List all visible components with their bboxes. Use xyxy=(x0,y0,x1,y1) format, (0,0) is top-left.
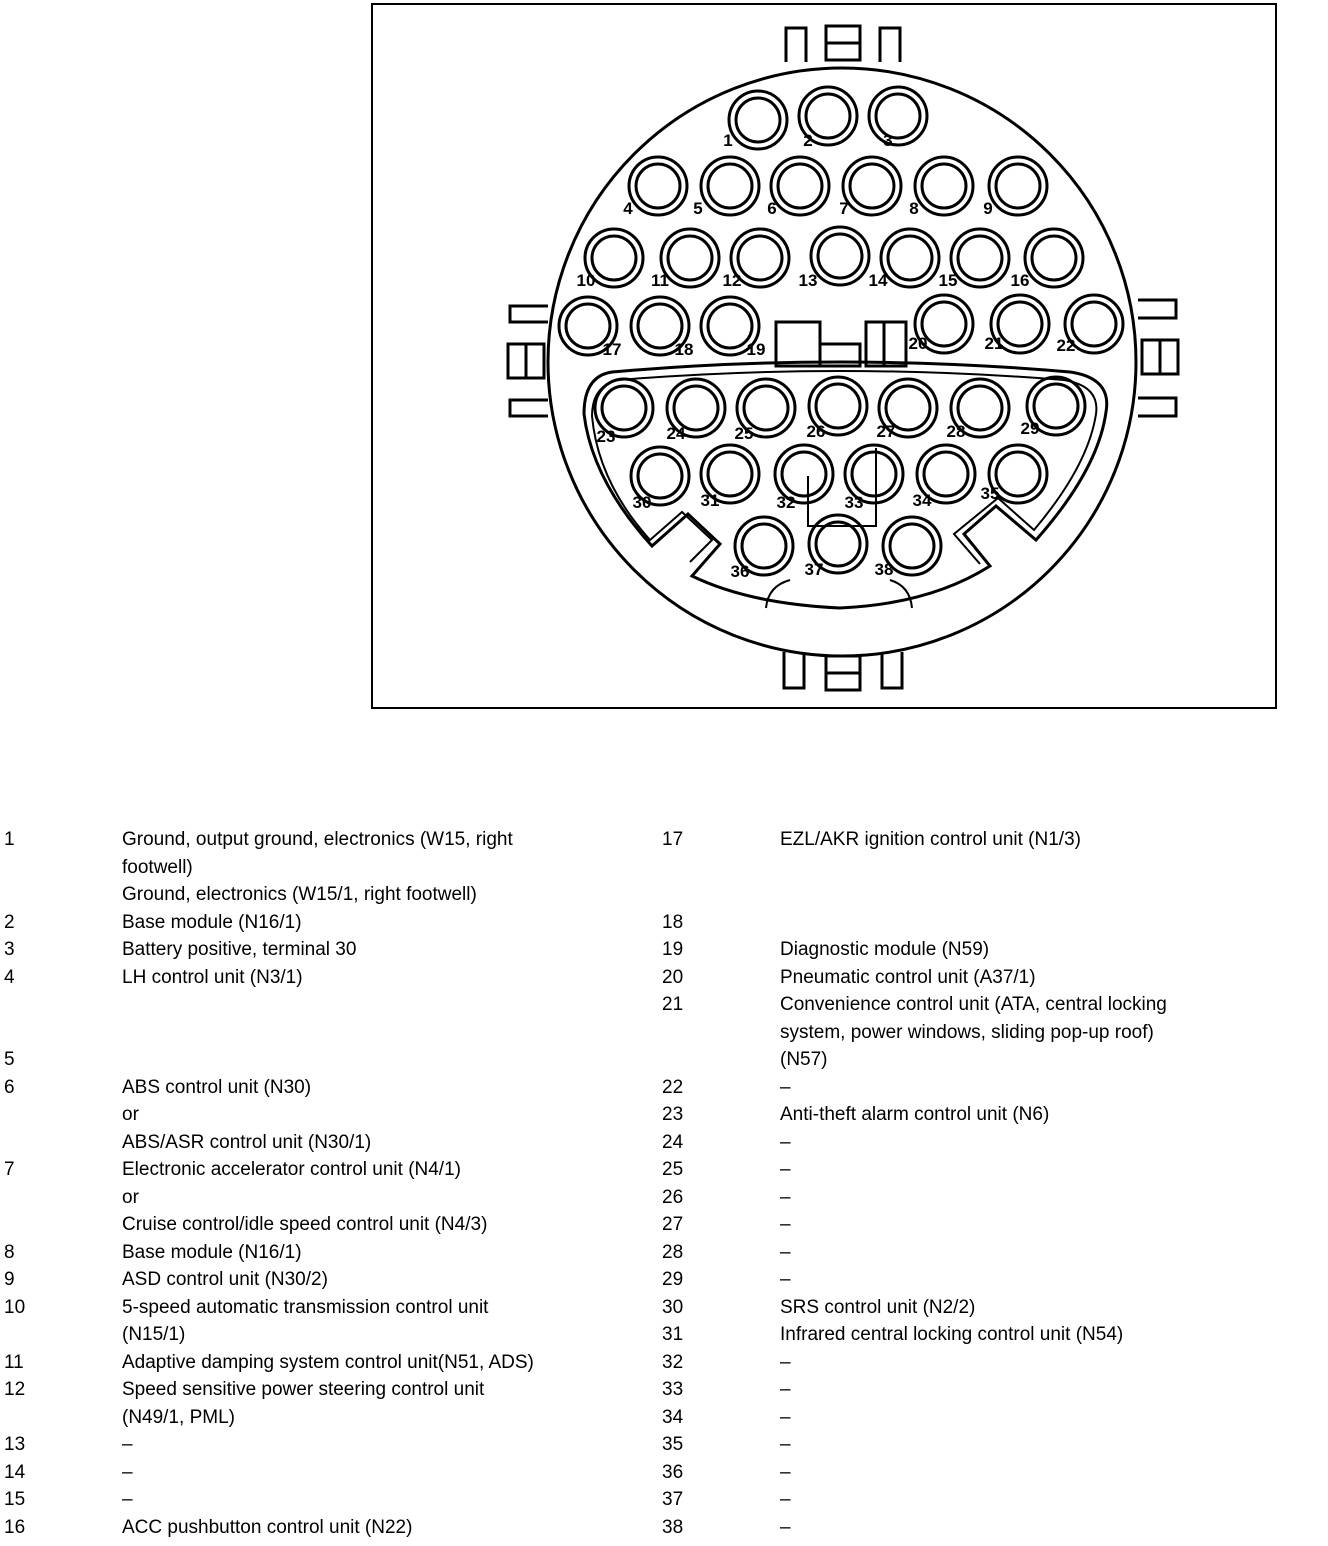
pin-9-socket xyxy=(989,157,1047,215)
legend-row xyxy=(660,964,1300,992)
legend-pin-description: – xyxy=(780,1269,791,1290)
pin-10-label: 10 xyxy=(576,271,596,290)
pin-4-label: 4 xyxy=(623,199,633,218)
legend-row xyxy=(660,826,1300,854)
legend-pin-number: 8 xyxy=(4,1241,15,1263)
legend-pin-number: 17 xyxy=(662,829,684,850)
legend-pin-description: Infrared central locking control unit (N54) xyxy=(780,1324,1124,1345)
pin-9-contact xyxy=(996,164,1040,208)
pin-28-label: 28 xyxy=(946,422,966,441)
legend-pin-description: – xyxy=(780,1434,791,1455)
legend-pin-number: 15 xyxy=(4,1489,26,1510)
pin-30-label: 30 xyxy=(632,493,652,512)
pin-14-contact xyxy=(888,236,932,280)
pin-14-socket xyxy=(881,229,939,287)
pin-29-label: 29 xyxy=(1020,419,1040,438)
pin-21-contact xyxy=(998,302,1042,346)
legend-pin-description: SRS control unit (N2/2) xyxy=(780,1296,976,1318)
legend-pin-description: ASD control unit (N30/2) xyxy=(122,1269,328,1290)
center-key xyxy=(776,322,906,366)
legend-pin-number: 28 xyxy=(662,1241,684,1263)
pin-23-contact xyxy=(602,386,646,430)
pin-8-socket xyxy=(915,157,973,215)
legend-pin-description: – xyxy=(780,1516,791,1538)
pin-5-socket xyxy=(701,157,759,215)
legend-pin-number: 22 xyxy=(662,1076,684,1098)
legend-row xyxy=(660,1376,1300,1404)
legend-pin-number: 23 xyxy=(662,1104,684,1125)
legend-pin-number: 10 xyxy=(4,1296,26,1318)
legend-right-column xyxy=(660,826,1300,1541)
legend-pin-number xyxy=(660,881,780,909)
pin-1-contact xyxy=(736,98,780,142)
legend-pin-description xyxy=(780,854,1300,882)
legend-row xyxy=(0,1266,620,1294)
legend-pin-number: 6 xyxy=(4,1076,15,1098)
pin-1-socket xyxy=(729,91,787,149)
legend-pin-number: 21 xyxy=(662,994,684,1015)
legend-pin-description xyxy=(780,909,1300,937)
pin-1-label: 1 xyxy=(723,131,733,150)
pin-19-contact xyxy=(708,304,752,348)
legend-pin-description: – xyxy=(780,1131,791,1153)
pin-11-contact xyxy=(668,236,712,280)
pin-32-label: 32 xyxy=(776,493,796,512)
pin-24-label: 24 xyxy=(666,424,686,443)
legend-pin-number: 35 xyxy=(662,1434,684,1455)
legend-row xyxy=(660,909,1300,937)
legend-row xyxy=(0,936,620,964)
legend-row xyxy=(0,991,620,1019)
pin-34-label: 34 xyxy=(912,491,932,510)
legend-pin-number: 25 xyxy=(662,1159,684,1180)
pin-30-contact xyxy=(638,454,682,498)
legend-pin-description: – xyxy=(780,1461,791,1483)
pin-11-label: 11 xyxy=(651,271,669,290)
legend-pin-description xyxy=(122,1046,620,1074)
pin-26-label: 26 xyxy=(806,422,826,441)
right-latch xyxy=(1138,300,1178,416)
legend-pin-number: 7 xyxy=(4,1159,15,1180)
pin-12-contact xyxy=(738,236,782,280)
legend-pin-description: Adaptive damping system control unit(N51, ADS) xyxy=(122,1351,534,1373)
legend-pin-description xyxy=(122,991,620,1019)
legend-row xyxy=(660,1486,1300,1514)
pin-13-label: 13 xyxy=(798,271,818,290)
legend-pin-description: Electronic accelerator control unit (N4/1) or Cruise control/idle speed control unit (N4/3) xyxy=(122,1159,488,1235)
legend-pin-number: 11 xyxy=(4,1351,24,1373)
legend-pin-number: 33 xyxy=(662,1379,684,1400)
legend-row xyxy=(0,964,620,992)
legend-pin-description: Pneumatic control unit (A37/1) xyxy=(780,966,1036,988)
pin-15-label: 15 xyxy=(938,271,958,290)
legend-row xyxy=(660,1349,1300,1377)
connector-diagram xyxy=(0,0,1328,720)
legend-pin-number: 38 xyxy=(662,1516,684,1538)
legend-pin-description: 5-speed automatic transmission control unit (N15/1) xyxy=(122,1296,489,1345)
legend-pin-number: 24 xyxy=(662,1131,684,1153)
legend-pin-number: 29 xyxy=(662,1269,684,1290)
pin-35-contact xyxy=(996,452,1040,496)
legend-pin-description: – xyxy=(122,1489,133,1510)
legend-pin-number: 34 xyxy=(662,1406,684,1428)
legend-row xyxy=(0,1156,620,1239)
pin-11-socket xyxy=(661,229,719,287)
legend-row xyxy=(660,881,1300,909)
legend-left-column xyxy=(0,826,620,1541)
legend-pin-number: 18 xyxy=(662,911,684,933)
pin-38-label: 38 xyxy=(874,560,894,579)
legend-row xyxy=(660,1321,1300,1349)
pin-33-label: 33 xyxy=(844,493,864,512)
legend-pin-number: 27 xyxy=(662,1214,684,1235)
legend-pin-number xyxy=(0,991,122,1019)
pin-7-contact xyxy=(850,164,894,208)
legend-pin-description: – xyxy=(780,1406,791,1428)
legend-row xyxy=(0,826,620,909)
legend-pin-description: – xyxy=(122,1434,133,1455)
legend-pin-number: 20 xyxy=(662,966,684,988)
pin-22-label: 22 xyxy=(1056,336,1076,355)
pin-19-label: 19 xyxy=(746,340,766,359)
legend-row xyxy=(660,1266,1300,1294)
pin-33-contact xyxy=(852,452,896,496)
legend-pin-description: – xyxy=(780,1379,791,1400)
legend-pin-description xyxy=(780,881,1300,909)
legend-pin-description: EZL/AKR ignition control unit (N1/3) xyxy=(780,829,1081,850)
legend-pin-number: 1 xyxy=(4,829,15,850)
legend-pin-number xyxy=(0,1019,122,1047)
legend-pin-number: 31 xyxy=(662,1324,684,1345)
pin-7-label: 7 xyxy=(839,199,849,218)
legend-pin-description: ABS control unit (N30) or ABS/ASR control unit (N30/1) xyxy=(122,1076,372,1153)
legend-pin-description: Base module (N16/1) xyxy=(122,911,302,933)
legend-pin-description: Diagnostic module (N59) xyxy=(780,939,990,960)
legend-pin-description: – xyxy=(780,1489,791,1510)
legend-row xyxy=(660,1101,1300,1129)
bottom-latch xyxy=(784,652,902,690)
legend-row xyxy=(660,1431,1300,1459)
legend-pin-number: 2 xyxy=(4,911,15,933)
legend-row xyxy=(660,1074,1300,1102)
legend-pin-number: 3 xyxy=(4,939,15,960)
pin-37-label: 37 xyxy=(804,560,824,579)
legend-row xyxy=(660,1156,1300,1184)
pin-3-label: 3 xyxy=(883,131,893,150)
pin-32-contact xyxy=(782,452,826,496)
pin-23-label: 23 xyxy=(596,427,616,446)
legend-pin-description: – xyxy=(780,1186,791,1208)
pin-15-contact xyxy=(958,236,1002,280)
legend-row xyxy=(660,1129,1300,1157)
legend-pin-description: – xyxy=(780,1241,791,1263)
pin-25-label: 25 xyxy=(734,424,754,443)
legend-row xyxy=(660,1459,1300,1487)
legend-pin-description: Speed sensitive power steering control unit (N49/1, PML) xyxy=(122,1379,485,1428)
pin-4-contact xyxy=(636,164,680,208)
pin-35-label: 35 xyxy=(980,484,1000,503)
pin-14-label: 14 xyxy=(868,271,888,290)
pin-27-label: 27 xyxy=(876,422,896,441)
legend-row xyxy=(660,1294,1300,1322)
legend-pin-description: LH control unit (N3/1) xyxy=(122,966,303,988)
legend-pin-number: 32 xyxy=(662,1351,684,1373)
legend-row xyxy=(660,1211,1300,1239)
legend-pin-number: 14 xyxy=(4,1461,26,1483)
legend-row xyxy=(660,1514,1300,1542)
pin-17-label: 17 xyxy=(602,340,622,359)
legend-pin-description: Anti-theft alarm control unit (N6) xyxy=(780,1104,1050,1125)
legend-row xyxy=(0,1514,620,1542)
pin-10-contact xyxy=(592,236,636,280)
legend-row xyxy=(0,1376,620,1431)
legend-pin-number: 13 xyxy=(4,1434,26,1455)
pin-21-label: 21 xyxy=(984,334,1004,353)
pin-38-contact xyxy=(890,524,934,568)
pin-6-socket xyxy=(771,157,829,215)
legend-row xyxy=(660,1184,1300,1212)
pin-13-socket xyxy=(811,227,869,285)
pin-8-contact xyxy=(922,164,966,208)
legend-pin-number: 37 xyxy=(662,1489,684,1510)
legend-pin-description: Convenience control unit (ATA, central locking system, power windows, sliding pop-up roof) (N57) xyxy=(780,994,1167,1070)
legend-row xyxy=(0,1019,620,1047)
legend-pin-description xyxy=(122,1019,620,1047)
legend-pin-number: 16 xyxy=(4,1516,26,1538)
legend-row xyxy=(0,1074,620,1157)
legend-pin-number: 12 xyxy=(4,1379,26,1400)
pin-16-socket xyxy=(1025,229,1083,287)
pin-34-contact xyxy=(924,452,968,496)
legend-pin-number: 4 xyxy=(4,966,15,988)
legend-row xyxy=(660,1239,1300,1267)
pin-31-contact xyxy=(708,452,752,496)
legend-row xyxy=(660,854,1300,882)
legend-pin-number: 5 xyxy=(4,1049,15,1070)
pin-18-label: 18 xyxy=(674,340,694,359)
pin-2-label: 2 xyxy=(803,131,813,150)
pin-20-label: 20 xyxy=(908,334,928,353)
pin-6-contact xyxy=(778,164,822,208)
legend-row xyxy=(0,1239,620,1267)
legend-row xyxy=(0,1431,620,1459)
legend-pin-description: – xyxy=(780,1351,791,1373)
pin-group xyxy=(559,87,1123,581)
pin-29-contact xyxy=(1034,384,1078,428)
pin-6-label: 6 xyxy=(767,199,777,218)
pin-5-label: 5 xyxy=(693,199,703,218)
legend-row xyxy=(660,936,1300,964)
legend-pin-number: 26 xyxy=(662,1186,684,1208)
pin-13-contact xyxy=(818,234,862,278)
legend-row xyxy=(0,909,620,937)
legend-row xyxy=(0,1349,620,1377)
pin-22-contact xyxy=(1072,302,1116,346)
legend-row xyxy=(0,1459,620,1487)
pin-12-label: 12 xyxy=(722,271,742,290)
legend-row xyxy=(0,1294,620,1349)
legend-pin-number xyxy=(660,854,780,882)
legend-row xyxy=(660,1404,1300,1432)
legend-pin-number: 30 xyxy=(662,1296,684,1318)
legend-pin-description: ACC pushbutton control unit (N22) xyxy=(122,1516,413,1538)
pin-20-contact xyxy=(922,302,966,346)
legend-pin-description: Ground, output ground, electronics (W15, right footwell) Ground, electronics (W15/1, right footwell) xyxy=(122,829,513,905)
legend-pin-description: Base module (N16/1) xyxy=(122,1241,302,1263)
pin-8-label: 8 xyxy=(909,199,919,218)
pin-16-contact xyxy=(1032,236,1076,280)
pin-5-contact xyxy=(708,164,752,208)
legend-pin-description: – xyxy=(780,1076,791,1098)
top-latch xyxy=(786,26,900,62)
pin-4-socket xyxy=(629,157,687,215)
pin-15-socket xyxy=(951,229,1009,287)
pin-3-socket xyxy=(869,87,927,145)
pin-7-socket xyxy=(843,157,901,215)
legend-pin-description: – xyxy=(122,1461,133,1483)
legend-row xyxy=(0,1046,620,1074)
left-latch xyxy=(508,306,548,416)
legend-pin-description: – xyxy=(780,1214,791,1235)
legend-pin-number: 19 xyxy=(662,939,684,960)
legend-pin-description: Battery positive, terminal 30 xyxy=(122,939,357,960)
pin-36-label: 36 xyxy=(730,562,750,581)
legend-pin-number: 36 xyxy=(662,1461,684,1483)
pin-9-label: 9 xyxy=(983,199,993,218)
pin-16-label: 16 xyxy=(1010,271,1030,290)
legend-row xyxy=(0,1486,620,1514)
legend-pin-number: 9 xyxy=(4,1269,15,1290)
pin-31-label: 31 xyxy=(700,491,720,510)
legend-row xyxy=(660,991,1300,1074)
legend-pin-description: – xyxy=(780,1159,791,1180)
